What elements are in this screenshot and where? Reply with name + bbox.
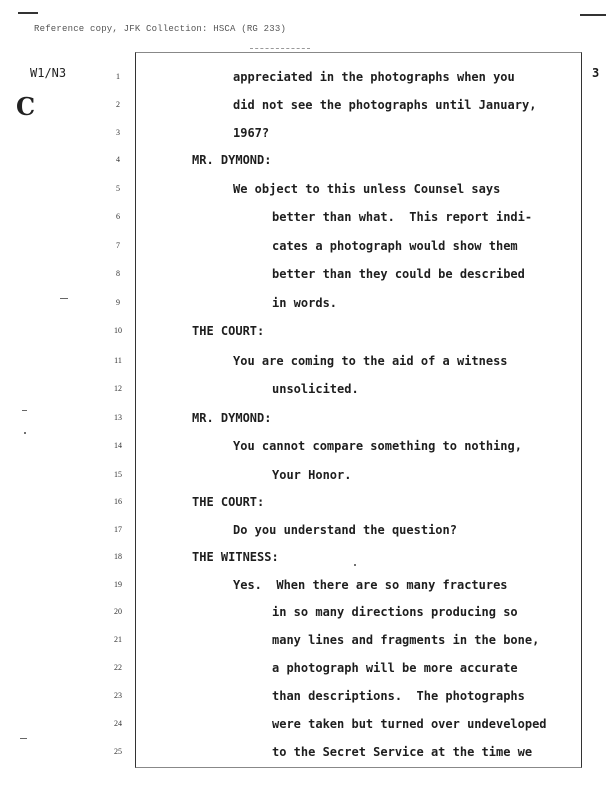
transcript-line: better than they could be described	[272, 267, 525, 281]
transcript-line: Yes. When there are so many fractures	[233, 578, 508, 592]
transcript-line: We object to this unless Counsel says	[233, 182, 501, 196]
transcript-line: Your Honor.	[272, 468, 352, 482]
transcript-line: THE WITNESS:	[192, 550, 279, 564]
line-number: 17	[114, 525, 122, 534]
line-number: 12	[114, 384, 122, 393]
transcript-line: THE COURT:	[192, 324, 265, 338]
transcript-line: THE COURT:	[192, 495, 265, 509]
scan-speck	[22, 410, 27, 411]
line-number: 2	[116, 100, 120, 109]
line-number: 9	[116, 298, 120, 307]
transcript-line: in words.	[272, 296, 338, 310]
line-number: 5	[116, 184, 120, 193]
transcript-line: to the Secret Service at the time we	[272, 745, 533, 759]
transcript-line: You cannot compare something to nothing,	[233, 439, 522, 453]
line-number: 19	[114, 580, 122, 589]
line-number: 3	[116, 128, 120, 137]
line-number: 4	[116, 155, 120, 164]
margin-mark: C	[16, 92, 36, 121]
transcript-line: a photograph will be more accurate	[272, 661, 518, 675]
page-number: 3	[592, 66, 600, 80]
corner-mark-top-left	[18, 12, 38, 14]
line-number: 11	[114, 356, 122, 365]
scan-dot	[24, 432, 26, 434]
transcript-line: 1967?	[233, 126, 270, 140]
transcript-line: than descriptions. The photographs	[272, 689, 525, 703]
transcript-line: appreciated in the photographs when you	[233, 70, 515, 84]
line-number: 23	[114, 691, 122, 700]
transcript-line: cates a photograph would show them	[272, 239, 518, 253]
transcript-line: in so many directions producing so	[272, 605, 518, 619]
transcript-line: did not see the photographs until January,	[233, 98, 537, 112]
line-number: 8	[116, 269, 120, 278]
line-number: 20	[114, 607, 122, 616]
scan-dot	[354, 564, 356, 566]
line-number: 18	[114, 552, 122, 561]
line-number: 25	[114, 747, 122, 756]
transcript-line: You are coming to the aid of a witness	[233, 354, 508, 368]
line-number: 13	[114, 413, 122, 422]
line-number: 6	[116, 212, 120, 221]
transcript-line: MR. DYMOND:	[192, 411, 272, 425]
reference-header: Reference copy, JFK Collection: HSCA (RG 233)	[34, 24, 287, 34]
line-number: 15	[114, 470, 122, 479]
scan-speck	[20, 738, 27, 739]
transcript-line: were taken but turned over undeveloped	[272, 717, 547, 731]
transcript-line: better than what. This report indi-	[272, 210, 533, 224]
transcript-line: MR. DYMOND:	[192, 153, 272, 167]
line-number: 24	[114, 719, 122, 728]
corner-mark-top-right	[580, 14, 606, 16]
page-code: W1/N3	[30, 66, 67, 80]
line-number: 10	[114, 326, 122, 335]
line-number: 21	[114, 635, 122, 644]
transcript-line: unsolicited.	[272, 382, 359, 396]
line-number: 7	[116, 241, 120, 250]
scan-speck	[60, 298, 68, 299]
line-number: 16	[114, 497, 122, 506]
line-number: 14	[114, 441, 122, 450]
line-number: 22	[114, 663, 122, 672]
line-number: 1	[116, 72, 120, 81]
transcript-line: many lines and fragments in the bone,	[272, 633, 540, 647]
top-dash-mark	[250, 48, 310, 49]
transcript-line: Do you understand the question?	[233, 523, 457, 537]
